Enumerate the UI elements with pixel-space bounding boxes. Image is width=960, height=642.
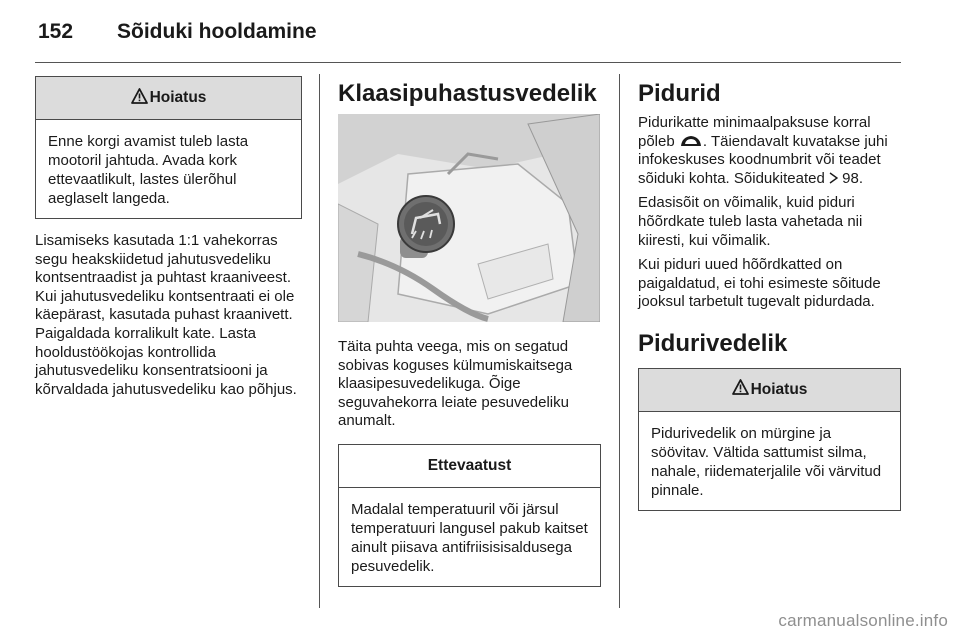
caution-box-text: Madalal temperatuuril või järsul temperatuuri langusel pakub kaitset ainult piisava antifriisisisaldusega pesuvedelik. bbox=[351, 500, 588, 575]
brakes-paragraph-1 bbox=[638, 114, 901, 188]
watermark: carmanualsonline.info bbox=[778, 611, 948, 630]
brakes-paragraph-1-middle: . Täiendavalt kuvatakse juhi infokeskuses koodnumbrit või teadet sõiduki kohta. Sõidukiteated bbox=[638, 132, 888, 187]
column-1 bbox=[35, 76, 302, 405]
warning-triangle-icon bbox=[732, 379, 749, 400]
warning-triangle-icon bbox=[131, 88, 148, 109]
brake-fluid-warning-text: Pidurivedelik on mürgine ja söövitav. Vältida sattumist silma, nahale, riidematerjalile või värvitud pinnale. bbox=[651, 424, 882, 499]
caution-box-header: Ettevaatust bbox=[339, 445, 600, 488]
brakes-paragraph-2: Edasisõit on võimalik, kuid piduri hõõrdkate tuleb lasta vahetada nii kiiresti, kui võimalik. bbox=[638, 194, 863, 249]
caution-box bbox=[338, 444, 601, 587]
header-rule bbox=[35, 62, 901, 63]
brake-pad-warning-icon bbox=[679, 133, 703, 150]
warning-box bbox=[35, 76, 302, 219]
warning-box-header bbox=[36, 77, 301, 120]
brake-fluid-warning-box bbox=[638, 368, 901, 511]
column-divider-2 bbox=[619, 74, 620, 608]
section-heading-brakes: Pidurid bbox=[638, 80, 721, 107]
section-heading-washer-fluid: Klaasipuhastusvedelik bbox=[338, 80, 597, 107]
page-reference-arrow-icon bbox=[829, 170, 838, 187]
brake-fluid-warning-header bbox=[639, 369, 900, 412]
brakes-paragraph-1-ref: 98. bbox=[837, 169, 863, 187]
column-2 bbox=[338, 76, 601, 600]
page-number: 152 bbox=[38, 20, 74, 43]
brakes-paragraph-3: Kui piduri uued hõõrdkatted on paigaldatud, ei tohi esimeste sõitude jooksul tarbetult tugevalt pidurdada. bbox=[638, 256, 881, 311]
washer-fluid-paragraph: Täita puhta veega, mis on segatud sobivas koguses külmumiskaitsega klaasipesuvedelikuga. Õige seguvahekorra leiate pesuvedeliku anumalt. bbox=[338, 338, 573, 430]
section-heading-brake-fluid: Pidurivedelik bbox=[638, 329, 788, 357]
column-3 bbox=[638, 76, 901, 524]
brake-fluid-warning-title: Hoiatus bbox=[750, 380, 808, 398]
warning-box-title: Hoiatus bbox=[149, 89, 207, 106]
page-title: Sõiduki hooldamine bbox=[117, 20, 317, 43]
column-divider-1 bbox=[319, 74, 320, 608]
coolant-paragraph: Lisamiseks kasutada 1:1 vahekorras segu heakskiidetud jahutusvedeliku kontsentraadist ja puhtast kraaniveest. Kui jahutusvedeliku kontsentraati ei ole käepärast, kasutada puhast kraanivett. Paigaldada korralikult kate. Lasta hooldustöökojas kontrollida jahutusvedeliku konsentratsiooni ja kõrvaldada jahutusvedeliku kao põhjus. bbox=[35, 232, 297, 398]
warning-box-text: Enne korgi avamist tuleb lasta mootoril jahtuda. Avada kork ettevaatlikult, lastes ülerõhul aeglaselt langeda. bbox=[48, 133, 249, 207]
brakes-paragraph-1-start: Pidurikatte minimaalpaksuse korral põleb bbox=[638, 114, 871, 150]
washer-fluid-reservoir-photo bbox=[338, 114, 600, 322]
